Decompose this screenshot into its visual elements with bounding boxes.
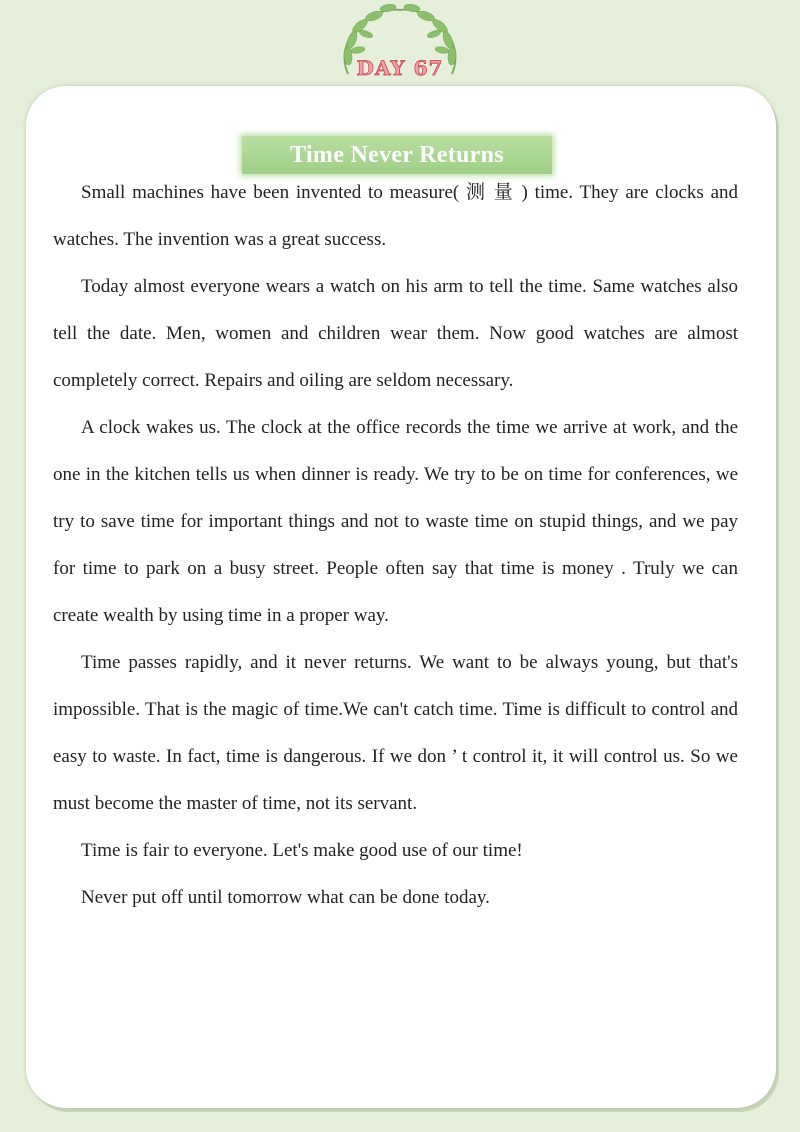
article-body (53, 169, 738, 921)
article-title: Time Never Returns (290, 141, 504, 168)
paragraph: Time passes rapidly, and it never returns. We want to be always young, but that's impossible. That is the magic of time.We can't catch time. Time is difficult to control and easy to waste. In fact, time is dangerous. If we don ’ t control it, it will control us. So we must become the master of time, not its servant. (53, 652, 738, 814)
paragraph: Small machines have been invented to measure( 测 量 ) time. They are clocks and watches. The invention was a great success. (53, 182, 738, 250)
paragraph: Time is fair to everyone. Let's make good use of our time! (81, 840, 523, 861)
paragraph: A clock wakes us. The clock at the office records the time we arrive at work, and the one in the kitchen tells us when dinner is ready. We try to be on time for conferences, we try to save time for important things and not to waste time on stupid things, and we pay for time to park on a busy street. People often say that time is money . Truly we can create wealth by using time in a proper way. (53, 417, 738, 626)
paragraph: Never put off until tomorrow what can be done today. (81, 887, 490, 908)
paragraph: Today almost everyone wears a watch on his arm to tell the time. Same watches also tell the date. Men, women and children wear them. Now good watches are almost completely correct. Repairs and oiling are seldom necessary. (53, 276, 738, 391)
day-label: DAY 67 (356, 56, 444, 80)
